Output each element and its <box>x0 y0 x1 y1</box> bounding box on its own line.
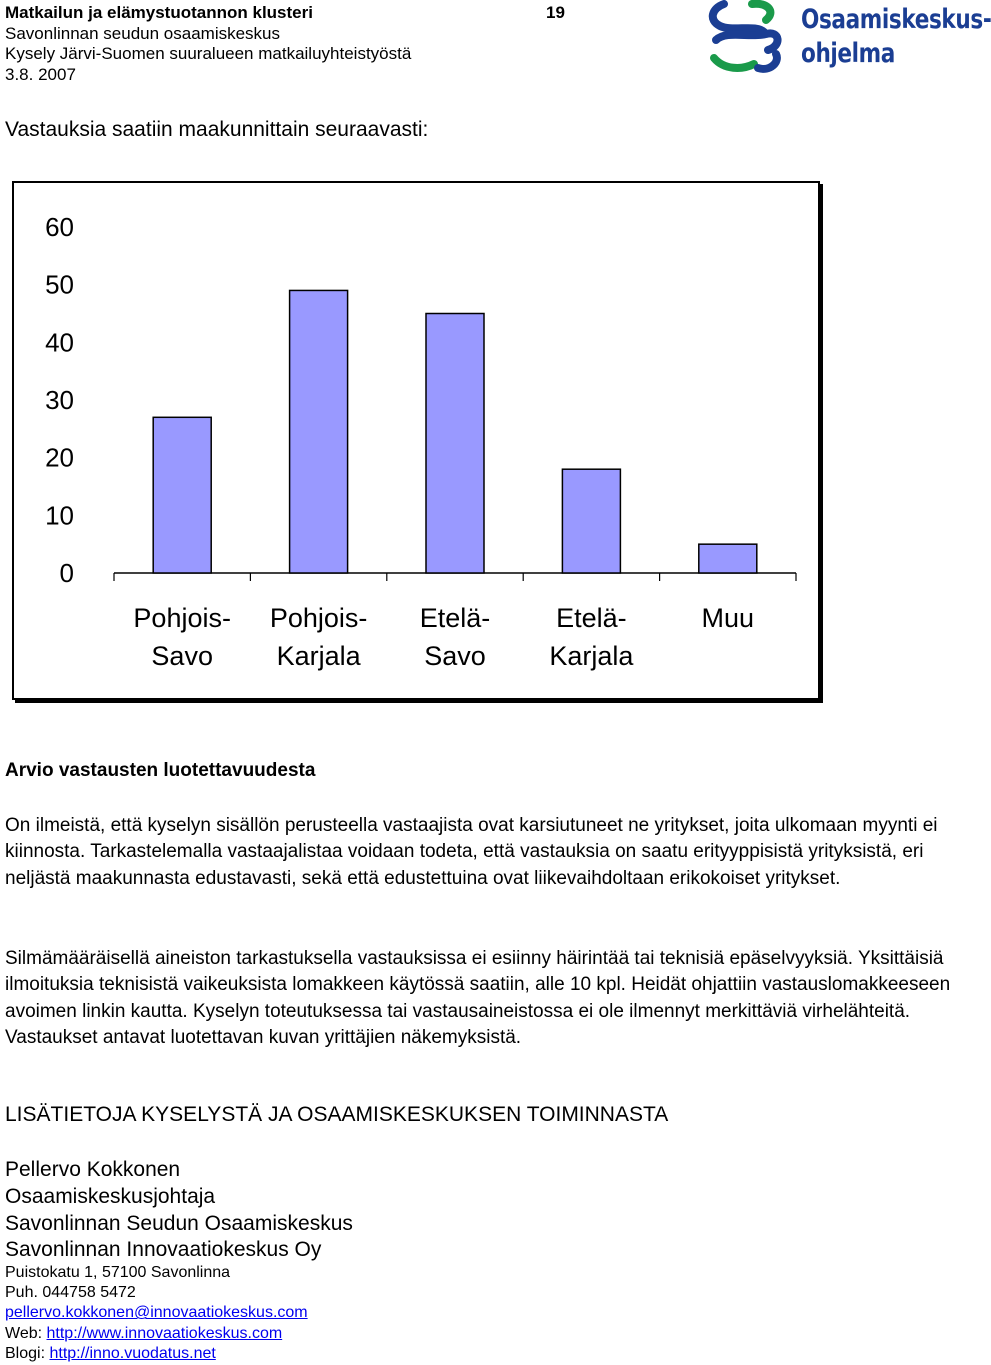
y-tick-label: 50 <box>45 269 74 300</box>
page-number: 19 <box>546 3 565 22</box>
contact-block <box>5 1157 353 1264</box>
section-title: Arvio vastausten luotettavuudesta <box>5 760 316 781</box>
contact-address: Puistokatu 1, 57100 Savonlinna <box>5 1264 231 1281</box>
bar-chart-frame <box>12 181 820 700</box>
paragraph: On ilmeistä, että kyselyn sisällön perusteella vastaajista ovat karsiutuneet ne yritykset, joita ulkomaan myynti ei kiinnosta. Tarkastelemalla vastaajalistaa voidaan todeta, että vastauksia on saatu erityyppisistä yrityksistä, eri neljästä maakunnasta edustavasti, sekä että edustettuina ovat liikevaihdoltaan erikokoiset yritykset. <box>5 815 938 889</box>
info-heading: LISÄTIETOJA KYSELYSTÄ JA OSAAMISKESKUKSEN TOIMINNASTA <box>5 1103 669 1126</box>
osaamiskeskus-logo <box>706 0 991 74</box>
x-tick-label: Karjala <box>549 641 634 671</box>
x-tick-label: Etelä- <box>556 603 627 633</box>
x-tick-label: Pohjois- <box>269 603 368 633</box>
x-tick-label: Muu <box>701 603 755 633</box>
x-tick-label: Etelä- <box>419 603 491 633</box>
y-tick-label: 60 <box>45 212 74 242</box>
y-tick-label: 0 <box>59 558 74 588</box>
bar <box>562 469 620 573</box>
contact-phone: Puh. 044758 5472 <box>5 1284 136 1302</box>
logo-wordmark <box>801 3 991 71</box>
web-label: Web: <box>5 1324 47 1342</box>
contact-role: Osaamiskeskusjohtaja <box>5 1184 216 1208</box>
email-link[interactable]: pellervo.kokkonen@innovaatiokeskus.com <box>5 1304 308 1322</box>
logo-wordmark-line2: ohjelma <box>801 38 895 69</box>
chart-intro-text: Vastauksia saatiin maakunnittain seuraavasti: <box>5 118 429 141</box>
logo-mark-icon <box>706 0 796 74</box>
header-date: 3.8. 2007 <box>5 64 76 84</box>
header-survey-title: Kysely Järvi-Suomen suuralueen matkailuyhteistyöstä <box>5 44 412 63</box>
x-tick-label: Pohjois- <box>133 603 231 633</box>
bar <box>426 314 484 574</box>
x-tick-label: Karjala <box>276 641 361 671</box>
bar <box>153 417 211 573</box>
x-tick-label: Savo <box>424 641 486 671</box>
y-tick-label: 20 <box>45 442 74 473</box>
blog-label: Blogi: <box>5 1344 50 1362</box>
y-tick-label: 40 <box>45 327 74 358</box>
contact-organization: Savonlinnan Seudun Osaamiskeskus <box>5 1211 353 1235</box>
y-tick-label: 30 <box>45 385 74 415</box>
document-header <box>5 3 411 85</box>
contact-company: Savonlinnan Innovaatiokeskus Oy <box>5 1238 322 1262</box>
contact-details <box>5 1263 308 1364</box>
web-link[interactable]: http://www.innovaatiokeskus.com <box>46 1324 283 1342</box>
paragraph: Silmämääräisellä aineiston tarkastuksella vastauksissa ei esiinny häirintää tai teknisiä epäselvyyksiä. Yksittäisiä ilmoituksia teknisistä vaikeuksista lomakkeen käytössä saatiin, alle 10 kpl. Heidät ohjattiin vastauslomakkeeseen avoimen linkin kautta. Kyselyn toteutuksessa tai vastausaineistossa ei ole ilmennyt merkittäviä virhelähteitä. Vastaukset antavat luotettavan kuvan yrittäjien näkemyksistä. <box>5 948 951 1048</box>
bar <box>699 544 757 573</box>
contact-name: Pellervo Kokkonen <box>5 1158 181 1181</box>
bar-chart <box>14 183 818 698</box>
logo-wordmark-line1: Osaamiskeskus- <box>801 4 991 35</box>
blog-link[interactable]: http://inno.vuodatus.net <box>49 1344 216 1362</box>
header-subtitle: Savonlinnan seudun osaamiskeskus <box>5 23 281 43</box>
x-tick-label: Savo <box>151 641 213 671</box>
y-tick-label: 10 <box>45 500 74 531</box>
bar <box>290 290 348 573</box>
header-title: Matkailun ja elämystuotannon klusteri <box>5 3 313 22</box>
